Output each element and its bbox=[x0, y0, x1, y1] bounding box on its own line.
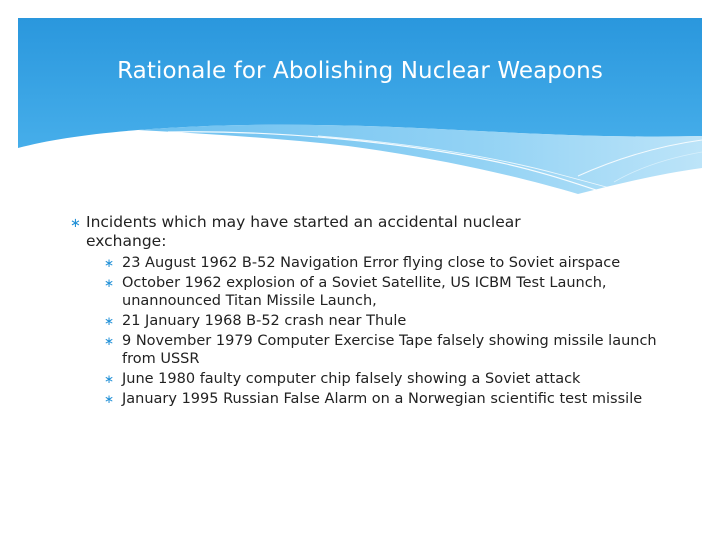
sub-bullet-text: 9 November 1979 Computer Exercise Tape falsely showing missile launch from USSR bbox=[122, 333, 657, 367]
list-item bbox=[0, 332, 662, 370]
sub-bullet-marker-icon: ∗ bbox=[104, 256, 115, 270]
header-band bbox=[18, 18, 702, 198]
sub-bullet-marker-icon: ∗ bbox=[104, 392, 115, 406]
sub-bullet-text: October 1962 explosion of a Soviet Satellite, US ICBM Test Launch, unannounced Titan Missile Launch, bbox=[122, 275, 607, 309]
sub-bullet-marker-icon: ∗ bbox=[104, 276, 115, 290]
sub-bullet-text: January 1995 Russian False Alarm on a Norwegian scientific test missile bbox=[122, 391, 643, 407]
sub-bullet-marker-icon: ∗ bbox=[104, 334, 115, 348]
header-wave-graphic bbox=[18, 18, 702, 198]
list-item bbox=[0, 370, 662, 390]
main-bullet: Incidents which may have started an accidental nuclear exchange: bbox=[86, 213, 521, 250]
sub-bullet-marker-icon: ∗ bbox=[104, 372, 115, 386]
sub-bullet-list bbox=[0, 254, 720, 410]
list-item bbox=[0, 254, 662, 274]
list-item bbox=[0, 390, 662, 410]
list-item bbox=[0, 312, 662, 332]
sub-bullet-text: June 1980 faulty computer chip falsely showing a Soviet attack bbox=[122, 371, 581, 387]
slide-title: Rationale for Abolishing Nuclear Weapons bbox=[117, 58, 603, 84]
bullet-marker-icon: ∗ bbox=[70, 215, 81, 230]
list-item bbox=[0, 274, 662, 312]
sub-bullet-text: 21 January 1968 B-52 crash near Thule bbox=[122, 313, 407, 329]
sub-bullet-text: 23 August 1962 B-52 Navigation Error flying close to Soviet airspace bbox=[122, 255, 621, 271]
sub-bullet-marker-icon: ∗ bbox=[104, 314, 115, 328]
